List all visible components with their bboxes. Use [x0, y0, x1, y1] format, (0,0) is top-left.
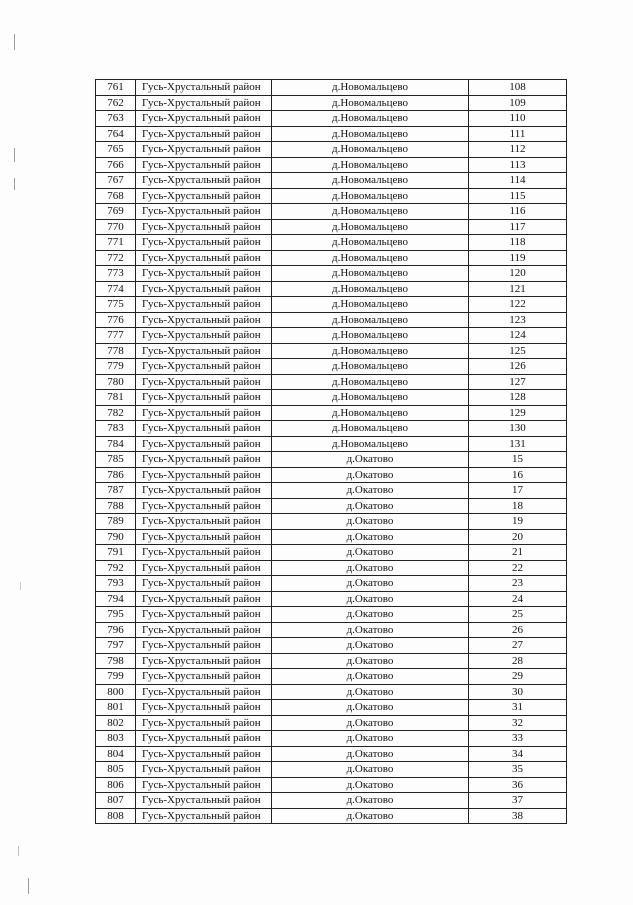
district-cell: Гусь-Хрустальный район: [136, 235, 272, 251]
house-number-cell: 21: [469, 545, 567, 561]
table-row: [96, 653, 567, 669]
row-number-cell: 770: [96, 219, 136, 235]
row-number-cell: 791: [96, 545, 136, 561]
table-row: [96, 111, 567, 127]
settlement-cell: д.Новомальцево: [272, 390, 469, 406]
table-row: [96, 731, 567, 747]
table-row: [96, 669, 567, 685]
district-cell: Гусь-Хрустальный район: [136, 700, 272, 716]
settlement-cell: д.Окатово: [272, 529, 469, 545]
house-number-cell: 23: [469, 576, 567, 592]
district-cell: Гусь-Хрустальный район: [136, 281, 272, 297]
house-number-cell: 118: [469, 235, 567, 251]
row-number-cell: 801: [96, 700, 136, 716]
row-number-cell: 792: [96, 560, 136, 576]
settlement-cell: д.Окатово: [272, 669, 469, 685]
house-number-cell: 112: [469, 142, 567, 158]
settlement-cell: д.Новомальцево: [272, 80, 469, 96]
house-number-cell: 114: [469, 173, 567, 189]
district-cell: Гусь-Хрустальный район: [136, 436, 272, 452]
table-row: [96, 793, 567, 809]
row-number-cell: 783: [96, 421, 136, 437]
district-cell: Гусь-Хрустальный район: [136, 157, 272, 173]
settlement-cell: д.Новомальцево: [272, 328, 469, 344]
table-row: [96, 312, 567, 328]
house-number-cell: 22: [469, 560, 567, 576]
district-cell: Гусь-Хрустальный район: [136, 746, 272, 762]
settlement-cell: д.Окатово: [272, 545, 469, 561]
table-row: [96, 219, 567, 235]
table-row: [96, 777, 567, 793]
row-number-cell: 768: [96, 188, 136, 204]
district-cell: Гусь-Хрустальный район: [136, 793, 272, 809]
district-cell: Гусь-Хрустальный район: [136, 669, 272, 685]
district-cell: Гусь-Хрустальный район: [136, 622, 272, 638]
house-number-cell: 33: [469, 731, 567, 747]
house-number-cell: 30: [469, 684, 567, 700]
table-row: [96, 436, 567, 452]
settlement-cell: д.Новомальцево: [272, 111, 469, 127]
table-row: [96, 142, 567, 158]
district-cell: Гусь-Хрустальный район: [136, 715, 272, 731]
table-row: [96, 374, 567, 390]
house-number-cell: 110: [469, 111, 567, 127]
row-number-cell: 772: [96, 250, 136, 266]
district-cell: Гусь-Хрустальный район: [136, 560, 272, 576]
table-row: [96, 483, 567, 499]
house-number-cell: 116: [469, 204, 567, 220]
district-cell: Гусь-Хрустальный район: [136, 111, 272, 127]
house-number-cell: 36: [469, 777, 567, 793]
district-cell: Гусь-Хрустальный район: [136, 173, 272, 189]
settlement-cell: д.Окатово: [272, 560, 469, 576]
house-number-cell: 131: [469, 436, 567, 452]
district-cell: Гусь-Хрустальный район: [136, 576, 272, 592]
row-number-cell: 798: [96, 653, 136, 669]
row-number-cell: 804: [96, 746, 136, 762]
table-row: [96, 281, 567, 297]
house-number-cell: 16: [469, 467, 567, 483]
row-number-cell: 794: [96, 591, 136, 607]
house-number-cell: 28: [469, 653, 567, 669]
settlement-cell: д.Новомальцево: [272, 250, 469, 266]
table-row: [96, 700, 567, 716]
settlement-cell: д.Окатово: [272, 731, 469, 747]
row-number-cell: 764: [96, 126, 136, 142]
house-number-cell: 19: [469, 514, 567, 530]
row-number-cell: 776: [96, 312, 136, 328]
table-row: [96, 576, 567, 592]
district-cell: Гусь-Хрустальный район: [136, 297, 272, 313]
settlement-cell: д.Окатово: [272, 746, 469, 762]
district-cell: Гусь-Хрустальный район: [136, 405, 272, 421]
house-number-cell: 120: [469, 266, 567, 282]
settlement-cell: д.Новомальцево: [272, 126, 469, 142]
table-row: [96, 684, 567, 700]
settlement-cell: д.Новомальцево: [272, 235, 469, 251]
district-cell: Гусь-Хрустальный район: [136, 483, 272, 499]
district-cell: Гусь-Хрустальный район: [136, 777, 272, 793]
row-number-cell: 793: [96, 576, 136, 592]
district-cell: Гусь-Хрустальный район: [136, 343, 272, 359]
settlement-cell: д.Окатово: [272, 700, 469, 716]
house-number-cell: 20: [469, 529, 567, 545]
table-row: [96, 80, 567, 96]
table-row: [96, 514, 567, 530]
settlement-cell: д.Окатово: [272, 684, 469, 700]
settlement-cell: д.Новомальцево: [272, 297, 469, 313]
table-row: [96, 157, 567, 173]
settlement-cell: д.Новомальцево: [272, 95, 469, 111]
table-row: [96, 746, 567, 762]
settlement-cell: д.Окатово: [272, 607, 469, 623]
row-number-cell: 787: [96, 483, 136, 499]
table-row: [96, 405, 567, 421]
row-number-cell: 769: [96, 204, 136, 220]
row-number-cell: 802: [96, 715, 136, 731]
district-cell: Гусь-Хрустальный район: [136, 142, 272, 158]
settlement-cell: д.Окатово: [272, 514, 469, 530]
table-row: [96, 529, 567, 545]
row-number-cell: 800: [96, 684, 136, 700]
district-cell: Гусь-Хрустальный район: [136, 452, 272, 468]
house-number-cell: 38: [469, 808, 567, 824]
scan-artifact-line: [28, 878, 29, 894]
table-row: [96, 328, 567, 344]
settlement-cell: д.Новомальцево: [272, 421, 469, 437]
scan-artifact-line: [14, 178, 15, 190]
settlement-cell: д.Окатово: [272, 483, 469, 499]
house-number-cell: 125: [469, 343, 567, 359]
district-cell: Гусь-Хрустальный район: [136, 591, 272, 607]
row-number-cell: 778: [96, 343, 136, 359]
house-number-cell: 115: [469, 188, 567, 204]
house-number-cell: 113: [469, 157, 567, 173]
district-cell: Гусь-Хрустальный район: [136, 638, 272, 654]
scan-artifact-line: [14, 34, 15, 50]
row-number-cell: 785: [96, 452, 136, 468]
table-row: [96, 591, 567, 607]
row-number-cell: 773: [96, 266, 136, 282]
row-number-cell: 803: [96, 731, 136, 747]
scan-artifact-line: [18, 846, 19, 856]
table-row: [96, 560, 567, 576]
house-number-cell: 15: [469, 452, 567, 468]
table-row: [96, 126, 567, 142]
district-cell: Гусь-Хрустальный район: [136, 95, 272, 111]
settlement-cell: д.Новомальцево: [272, 343, 469, 359]
table-row: [96, 467, 567, 483]
row-number-cell: 782: [96, 405, 136, 421]
settlement-cell: д.Окатово: [272, 467, 469, 483]
house-number-cell: 129: [469, 405, 567, 421]
row-number-cell: 789: [96, 514, 136, 530]
house-number-cell: 17: [469, 483, 567, 499]
house-number-cell: 130: [469, 421, 567, 437]
house-number-cell: 29: [469, 669, 567, 685]
row-number-cell: 795: [96, 607, 136, 623]
house-number-cell: 31: [469, 700, 567, 716]
house-number-cell: 25: [469, 607, 567, 623]
table-row: [96, 715, 567, 731]
table-row: [96, 452, 567, 468]
house-number-cell: 109: [469, 95, 567, 111]
house-number-cell: 123: [469, 312, 567, 328]
row-number-cell: 765: [96, 142, 136, 158]
row-number-cell: 780: [96, 374, 136, 390]
row-number-cell: 767: [96, 173, 136, 189]
house-number-cell: 121: [469, 281, 567, 297]
district-cell: Гусь-Хрустальный район: [136, 529, 272, 545]
house-number-cell: 34: [469, 746, 567, 762]
table-row: [96, 638, 567, 654]
house-number-cell: 27: [469, 638, 567, 654]
row-number-cell: 771: [96, 235, 136, 251]
district-cell: Гусь-Хрустальный район: [136, 467, 272, 483]
district-cell: Гусь-Хрустальный район: [136, 390, 272, 406]
house-number-cell: 124: [469, 328, 567, 344]
row-number-cell: 797: [96, 638, 136, 654]
settlement-cell: д.Новомальцево: [272, 359, 469, 375]
table-row: [96, 95, 567, 111]
house-number-cell: 37: [469, 793, 567, 809]
house-number-cell: 127: [469, 374, 567, 390]
table-row: [96, 390, 567, 406]
house-number-cell: 26: [469, 622, 567, 638]
settlement-cell: д.Окатово: [272, 653, 469, 669]
row-number-cell: 786: [96, 467, 136, 483]
settlement-cell: д.Новомальцево: [272, 436, 469, 452]
settlement-cell: д.Новомальцево: [272, 312, 469, 328]
district-cell: Гусь-Хрустальный район: [136, 762, 272, 778]
district-cell: Гусь-Хрустальный район: [136, 808, 272, 824]
table-row: [96, 297, 567, 313]
settlement-cell: д.Новомальцево: [272, 142, 469, 158]
house-number-cell: 122: [469, 297, 567, 313]
row-number-cell: 777: [96, 328, 136, 344]
district-cell: Гусь-Хрустальный район: [136, 328, 272, 344]
settlement-cell: д.Окатово: [272, 638, 469, 654]
table-row: [96, 762, 567, 778]
district-cell: Гусь-Хрустальный район: [136, 126, 272, 142]
settlement-cell: д.Окатово: [272, 808, 469, 824]
settlement-cell: д.Новомальцево: [272, 188, 469, 204]
table-row: [96, 808, 567, 824]
house-number-cell: 32: [469, 715, 567, 731]
row-number-cell: 774: [96, 281, 136, 297]
row-number-cell: 790: [96, 529, 136, 545]
district-cell: Гусь-Хрустальный район: [136, 498, 272, 514]
district-cell: Гусь-Хрустальный район: [136, 731, 272, 747]
house-number-cell: 35: [469, 762, 567, 778]
table-row: [96, 173, 567, 189]
table-row: [96, 359, 567, 375]
district-cell: Гусь-Хрустальный район: [136, 266, 272, 282]
table-row: [96, 266, 567, 282]
row-number-cell: 799: [96, 669, 136, 685]
table-row: [96, 235, 567, 251]
table-row: [96, 498, 567, 514]
district-cell: Гусь-Хрустальный район: [136, 545, 272, 561]
settlement-cell: д.Новомальцево: [272, 405, 469, 421]
district-cell: Гусь-Хрустальный район: [136, 219, 272, 235]
settlement-cell: д.Новомальцево: [272, 266, 469, 282]
settlement-cell: д.Новомальцево: [272, 281, 469, 297]
house-number-cell: 24: [469, 591, 567, 607]
settlement-cell: д.Новомальцево: [272, 173, 469, 189]
district-cell: Гусь-Хрустальный район: [136, 312, 272, 328]
scan-artifact-line: [14, 148, 15, 162]
row-number-cell: 762: [96, 95, 136, 111]
settlement-cell: д.Окатово: [272, 715, 469, 731]
row-number-cell: 761: [96, 80, 136, 96]
row-number-cell: 775: [96, 297, 136, 313]
row-number-cell: 806: [96, 777, 136, 793]
table-row: [96, 607, 567, 623]
settlement-cell: д.Новомальцево: [272, 374, 469, 390]
district-cell: Гусь-Хрустальный район: [136, 607, 272, 623]
settlement-cell: д.Новомальцево: [272, 157, 469, 173]
table-row: [96, 188, 567, 204]
house-number-cell: 108: [469, 80, 567, 96]
district-cell: Гусь-Хрустальный район: [136, 421, 272, 437]
row-number-cell: 781: [96, 390, 136, 406]
registry-table-body: [96, 80, 567, 824]
district-cell: Гусь-Хрустальный район: [136, 374, 272, 390]
row-number-cell: 808: [96, 808, 136, 824]
district-cell: Гусь-Хрустальный район: [136, 204, 272, 220]
house-number-cell: 18: [469, 498, 567, 514]
settlement-cell: д.Окатово: [272, 498, 469, 514]
row-number-cell: 766: [96, 157, 136, 173]
district-cell: Гусь-Хрустальный район: [136, 250, 272, 266]
house-number-cell: 126: [469, 359, 567, 375]
registry-table: [95, 79, 567, 824]
table-row: [96, 204, 567, 220]
settlement-cell: д.Окатово: [272, 762, 469, 778]
row-number-cell: 779: [96, 359, 136, 375]
row-number-cell: 807: [96, 793, 136, 809]
district-cell: Гусь-Хрустальный район: [136, 684, 272, 700]
settlement-cell: д.Окатово: [272, 622, 469, 638]
district-cell: Гусь-Хрустальный район: [136, 653, 272, 669]
row-number-cell: 788: [96, 498, 136, 514]
house-number-cell: 128: [469, 390, 567, 406]
house-number-cell: 117: [469, 219, 567, 235]
settlement-cell: д.Окатово: [272, 777, 469, 793]
house-number-cell: 119: [469, 250, 567, 266]
settlement-cell: д.Новомальцево: [272, 219, 469, 235]
table-row: [96, 421, 567, 437]
settlement-cell: д.Окатово: [272, 793, 469, 809]
table-row: [96, 545, 567, 561]
scan-artifact-line: [20, 582, 21, 590]
settlement-cell: д.Окатово: [272, 576, 469, 592]
house-number-cell: 111: [469, 126, 567, 142]
row-number-cell: 784: [96, 436, 136, 452]
district-cell: Гусь-Хрустальный район: [136, 188, 272, 204]
table-row: [96, 622, 567, 638]
table-row: [96, 343, 567, 359]
settlement-cell: д.Окатово: [272, 591, 469, 607]
district-cell: Гусь-Хрустальный район: [136, 80, 272, 96]
table-row: [96, 250, 567, 266]
row-number-cell: 805: [96, 762, 136, 778]
row-number-cell: 763: [96, 111, 136, 127]
district-cell: Гусь-Хрустальный район: [136, 359, 272, 375]
row-number-cell: 796: [96, 622, 136, 638]
settlement-cell: д.Окатово: [272, 452, 469, 468]
settlement-cell: д.Новомальцево: [272, 204, 469, 220]
district-cell: Гусь-Хрустальный район: [136, 514, 272, 530]
